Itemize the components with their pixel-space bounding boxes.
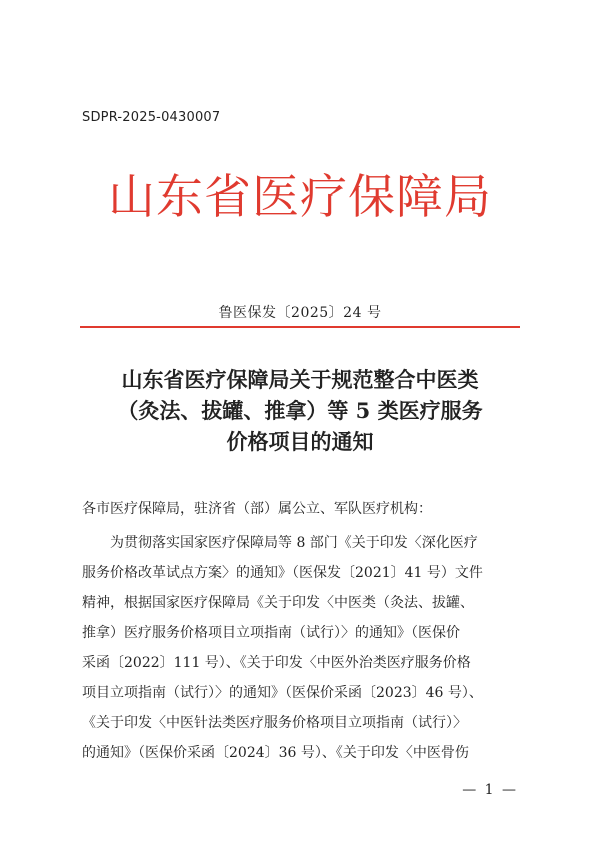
- document-title-line: 价格项目的通知: [226, 429, 374, 454]
- body-line: 采函〔2022〕111 号）、《关于印发〈中医外治类医疗服务价格: [82, 655, 471, 671]
- document-number: 鲁医保发〔2025〕24 号: [218, 305, 382, 321]
- body-line: 项目立项指南（试行）〉的通知》（医保价采函〔2023〕46 号）、: [82, 685, 483, 701]
- document-title: [0, 364, 600, 457]
- body-line: 推拿）医疗服务价格项目立项指南（试行）〉的通知》（医保价: [82, 625, 460, 641]
- body-line: 精神，根据国家医疗保障局《关于印发〈中医类（灸法、拔罐、: [82, 595, 474, 611]
- body-line: 的通知》（医保价采函〔2024〕36 号）、《关于印发〈中医骨伤: [82, 745, 469, 761]
- document-id: SDPR-2025-0430007: [82, 110, 221, 125]
- body-paragraph: [82, 528, 527, 768]
- salutation: 各市医疗保障局，驻济省（部）属公立、军队医疗机构：: [82, 501, 432, 517]
- page-number: — 1 —: [462, 782, 518, 798]
- document-title-line: 山东省医疗保障局关于规范整合中医类: [121, 367, 479, 392]
- document-title-line: （灸法、拔罐、推拿）等 5 类医疗服务: [117, 398, 483, 423]
- body-line: 《关于印发〈中医针法类医疗服务价格项目立项指南（试行）〉: [82, 715, 467, 731]
- body-line: 为贯彻落实国家医疗保障局等 8 部门《关于印发〈深化医疗: [82, 535, 478, 551]
- body-line: 服务价格改革试点方案〉的通知》（医保发〔2021〕41 号）文件: [82, 565, 483, 581]
- issuing-organization-title: 山东省医疗保障局: [108, 170, 492, 225]
- red-divider-line: [80, 326, 520, 328]
